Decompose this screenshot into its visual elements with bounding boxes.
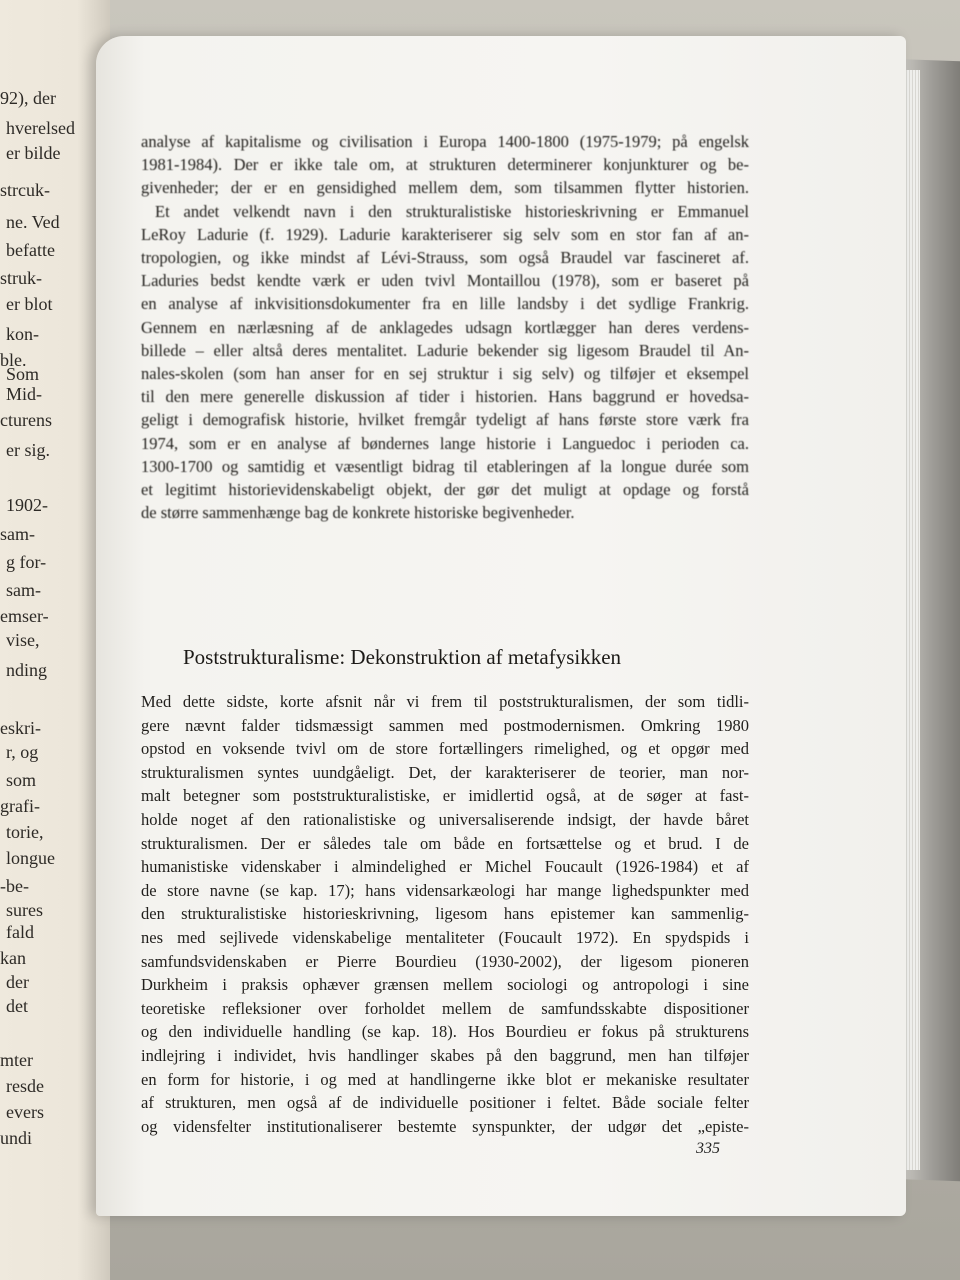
left-page-fragment: resde	[6, 1076, 44, 1096]
left-page-fragment: ne. Ved	[6, 212, 60, 232]
left-page-fragment: r, og	[6, 742, 39, 762]
text-line: Gennem en nærlæsning af de anklagedes udsagn kortlægger han deres verdens-	[141, 317, 749, 337]
text-line: analyse af kapitalisme og civilisation i Europa 1400-1800 (1975-1979; på engelsk	[141, 132, 749, 151]
left-page-fragment: mter	[0, 1050, 33, 1070]
text-line: 1981-1984). Der er ikke tale om, at strukturen determinerer konjunkturer og be-	[141, 155, 749, 175]
text-line: de store navne (se kap. 17); hans vidensarkæologi har mange lighedspunkter med	[141, 880, 749, 900]
left-page-fragment: det	[6, 996, 28, 1016]
left-page-fragment: nding	[6, 660, 48, 680]
left-page-fragment: longue	[6, 848, 55, 868]
left-page-fragment: vise,	[6, 630, 40, 650]
left-page-fragment: g for-	[6, 552, 47, 572]
left-page-fragment: hverelsed	[6, 118, 75, 138]
left-page-fragment: sam-	[6, 580, 41, 600]
left-page-fragment: 92), der	[0, 88, 56, 108]
left-page	[0, 0, 110, 1280]
left-page-fragment: -be-	[0, 876, 29, 896]
left-page-fragment: grafi-	[0, 796, 40, 816]
right-page	[96, 36, 906, 1216]
text-line: Laduries bedst kendte værk er uden tvivl Montaillou (1978), som er baseret på	[141, 271, 749, 291]
text-line: LeRoy Ladurie (f. 1929). Ladurie karakteriserer sig selv som en stor fan af an-	[141, 224, 749, 244]
left-page-fragment: sam-	[0, 524, 35, 544]
text-line: 1974, som er en analyse af bøndernes lange historie i Languedoc i perioden ca.	[141, 433, 749, 453]
text-line: 1300-1700 og samtidig et væsentligt bidrag til etableringen af la longue durée som	[141, 456, 749, 476]
left-page-fragment: kan	[0, 948, 26, 968]
left-page-fragment: undi	[0, 1128, 33, 1148]
text-line: malt betegner som poststrukturalistiske, er imidlertid også, at de søger at fast-	[141, 786, 749, 806]
text-line: geligt i demografisk historie, hvilket fremgår tydeligt af hans første store værk fra	[141, 410, 749, 430]
left-page-fragment: kon-	[6, 324, 39, 344]
text-line: og vidensfelter institutionaliserer bestemte synspunkter, der udgør det „episte-	[141, 1116, 749, 1136]
left-page-fragment: er sig.	[6, 440, 50, 460]
text-line: Med dette sidste, korte afsnit når vi frem til poststrukturalismen, der som tidli-	[141, 692, 749, 711]
text-line: Durkheim i praksis ophæver grænsen mellem sociologi og antropologi i sine	[141, 975, 749, 995]
left-page-fragment: er bilde	[6, 143, 61, 163]
left-page-fragment: sures	[6, 900, 43, 920]
text-line: teoretiske refleksioner over forholdet mellem de samfundsskabte dispositioner	[141, 998, 749, 1018]
text-line: en form for historie, i og med at handlingerne ikke blot er mekaniske resultater	[141, 1069, 749, 1089]
left-page-fragment: eskri-	[0, 718, 41, 738]
left-page-fragment: fald	[6, 922, 34, 942]
left-page-fragment: der	[6, 972, 29, 992]
text-line: givenheder; der er en gensidighed mellem dem, som tilsammen flytter historien.	[141, 178, 749, 198]
section-heading: Poststrukturalisme: Dekonstruktion af metafysikken	[183, 645, 622, 669]
left-page-fragment: 1902-	[6, 495, 48, 515]
text-line: strukturalismen. Der er således tale om både en fortsættelse og et brud. I de	[141, 833, 749, 853]
text-line: indlejring i individet, hvis handlinger skabes på den baggrund, men han tilføjer	[141, 1046, 749, 1065]
left-page-fragment: er blot	[6, 294, 53, 314]
left-page-fragment: Mid-	[6, 384, 42, 404]
left-page-fragment: evers	[6, 1102, 44, 1122]
text-line: et legitimt historievidenskabeligt objekt, der gør det muligt at opdage og forstå	[141, 480, 749, 499]
text-line: den strukturalistiske historieskrivning, ligesom hans epistemer kan sammenlig-	[141, 904, 749, 924]
text-line: Et andet velkendt navn i den strukturalistiske historieskrivning er Emmanuel	[155, 201, 749, 221]
left-page-fragment: emser-	[0, 606, 49, 626]
text-line: holde noget af den rationalistiske og universaliserende indsigt, der havde båret	[141, 810, 749, 829]
page-number: 335	[696, 1140, 720, 1157]
text-line: billede – eller altså deres mentalitet. Ladurie bekender sig ligesom Braudel til An-	[141, 340, 749, 360]
text-line: tropologien, og ikke mindst af Lévi-Strauss, som også Braudel var fascineret af.	[141, 248, 749, 267]
text-line: opstod en voksende tvivl om de store fortællingers rimelighed, og et opgør med	[141, 739, 749, 759]
text-line: en analyse af inkvisitionsdokumenter fra en lille landsby i det sydlige Frankrig.	[141, 294, 749, 314]
text-line: til den mere generelle diskussion af tider i historien. Hans baggrund er hovedsa-	[141, 387, 749, 407]
text-line: humanistiske videnskaber i almindelighed er Michel Foucault (1926-1984) et af	[141, 857, 749, 877]
left-page-fragment: struk-	[0, 268, 42, 288]
left-page-fragment: torie,	[6, 822, 44, 842]
text-line: nes med sejlivede videnskabelige mentaliteter (Foucault 1972). En spydspids i	[141, 928, 749, 947]
text-line: af strukturen, men også af de individuelle positioner i feltet. Både sociale felter	[141, 1093, 749, 1113]
left-page-fragment: Som	[6, 364, 40, 384]
text-line: nales-skolen (som han anser for en sej struktur i sig selv) og tilføjer et eksempel	[141, 364, 749, 383]
left-page-fragment: som	[6, 770, 37, 790]
text-line: samfundsvidenskaben er Pierre Bourdieu (1930-2002), der ligesom pioneren	[141, 951, 749, 971]
left-page-fragment: strcuk-	[0, 180, 50, 200]
text-line: de større sammenhænge bag de konkrete historiske begivenheder.	[141, 503, 575, 523]
text-line: gere nævnt falder tidsmæssigt sammen med postmodernismen. Omkring 1980	[141, 715, 749, 735]
text-line: og den individuelle handling (se kap. 18). Hos Bourdieu er fokus på strukturens	[141, 1022, 749, 1042]
left-page-fragment: befatte	[6, 240, 55, 260]
left-page-fragment: ble.	[0, 350, 27, 370]
left-page-fragment: cturens	[0, 410, 52, 430]
text-line: strukturalismen syntes uundgåeligt. Det, der karakteriserer de teorier, man nor-	[141, 762, 749, 782]
